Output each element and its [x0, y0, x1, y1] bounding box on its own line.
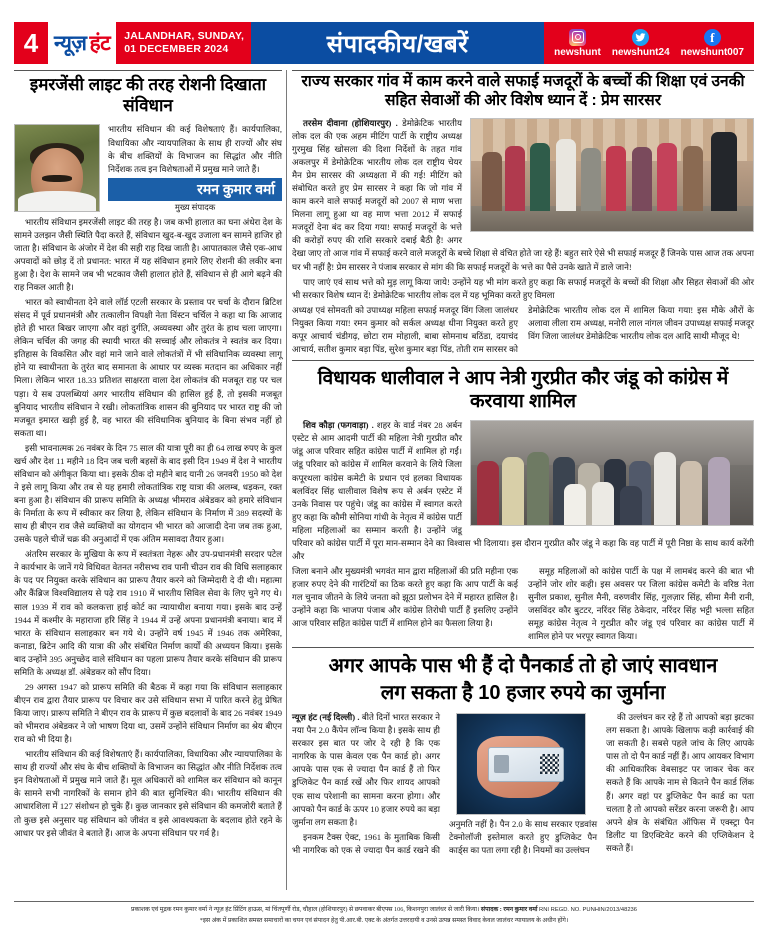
logo-text-primary: न्यूज़	[54, 32, 87, 55]
footer-publisher-text: प्रकाशक एवं मुद्रक रमन कुमार वर्मा ने न्यूज़ हंट प्रिंटिंग हाऊस, मां चिंतपूर्णी रोड, चौहाल (होशियारपुर) से छपवाकर बीएफ्स 106, किशनपुरा जालंधर से जारी किया।	[130, 906, 480, 914]
editorial-paragraph: भारत को स्वाधीनता देने वाले लॉर्ड एटली सरकार के प्रस्ताव पर चर्चा के दौरान ब्रिटिश संसद में पूर्व प्रधानमंत्री और तत्कालीन विपक्षी नेता विंस्टन चर्चिल ने कहा था कि आजाद होते ही भारत बिखर जाएगा और वहां दुर्गति, अव्यवस्था और तुरंत के हाथ चला जाएगा। लेकिन चर्चिल की जगह की स्थायी भारत की सच्चाई और लोकतंत्र ने स्वतंत्र कर दिया। इतिहास के विकसित और वहां माने जाने वाले लोकतंत्रों में भी संविधानिक व्यवस्था लागू होने या स्वाधीनता के तुरंत बाद समानता के आधार पर व्यस्क मतदान का अधिकार नहीं मिला। लेकिन भारत 18.33 प्रतिशत साक्षरता वाला देश लोकतंत्र की मजबूत राह पर चल पड़ा। ये सब उपलब्धियां अगर भारतीय संविधान की हासिल हुई हैं, तो इसकी मजबूत बुनियाद भारतीय संविधान ने रखी। लोकतांत्रिक शासन की बुनियाद पर भारत राष्ट्र की जो मजबूत इमारत खड़ी हुई है, वह भारत की संविधानिक बुनियाद के बिना संभव नहीं हो सकता था।	[14, 297, 282, 438]
story-sanitation-top-rule	[292, 70, 754, 71]
edition-date	[116, 22, 251, 64]
story-sanitation-paragraph: पाए जाएं एवं साथ भत्ते को मुड़ लागू किया जाये! उन्होंने यह भी मांग करते हुए कहा कि सफाई मजदूरों के बच्चों की शिक्षा और सिहत सेवाओं की ओर भी सरकार विशेष ध्यान दें! डेमोक्रेटिक भारतीय लोक दल में यह भूमिका करते हुए विमला	[292, 276, 754, 300]
editorial-paragraph: भारतीय संविधान की कई विशेषताएं हैं। कार्यपालिका, विधायिका और न्यायपालिका के साथ ही राज्यों और संघ के बीच शक्तियों के विभाजन का सिद्धांत और नीति निर्देशक तत्व इन विशेषताओं में प्रमुख माने जाते हैं। मूल अधिकारों को शामिल कर संविधान को कानून के सामने सभी नागरिकों के समान होने की बात सुनिश्चित की। भारतीय संविधान की आधारशिला में 127 संशोधन हो चुके हैं। कुछ जानकार इसे संविधान की कमजोरी बताते हैं तो कुछ इसे अनुसार यह संविधान को जीवंत व इसे आवश्यकता के बदलाव होते रहने के आधार पर इसे जीवंत वे बताते हैं। आज के अपना संविधान पर गर्व है।	[14, 749, 282, 838]
edition-city-day: JALANDHAR, SUNDAY,	[124, 29, 245, 42]
masthead	[14, 22, 754, 64]
editorial-paragraph: इसी भावनात्मक 26 नवंबर के दिन 75 साल की यात्रा पूरी का ही 64 लाख रुपए के कुल खर्च और देश 11 महीने 18 दिन जब चली बहसों के बाद इसी दिन 1949 में देश ने भारतीय संविधान को अंगीकृत किया था। इसके ठीक दो महीने बाद यानी 26 जनवरी 1950 को देश ने इसे लागू किया और तब से यह हमारी लोकतांत्रिक राष्ट्र यात्रा की अलम्ब, धड़कन, रक्त बना हुआ है। संविधान की प्रारूप समिति के अध्यक्ष भीमराव अंबेडकर को हमारे संविधान के निर्माता के रूप में स्वीकार कर लिया है, लेकिन संविधान के निर्माण में 389 सदस्यों के साथ ही बीएन राव जैसे व्यक्तियों का योगदान भी भारत को आजादी देना जब तक हुआ, उसके पहले चीजें चक्र की अनुआदों में एक अंतिम मसावदा तैयार हुआ।	[14, 442, 282, 545]
story-dhaliwal-body-columns	[292, 565, 754, 643]
story-dhaliwal-paragraph: जिला बनाने और मुख्यमंत्री भगवंत मान द्वारा महिलाओं की प्रति महीना एक हजार रुपए देने की गारंटियों का ठिक करते हुए कहा कि आप पार्टी के कई गल चुनाव जीतने के लिये जनता को झूठा प्रलोभन देने में महारत हासिल है। उन्होंने कहा कि भाजपा पंजाब और कांग्रेस तिरोधी पार्टी हैं इसलिए उन्होंने आज परिवार सहित कांग्रेस पार्टी में शामिल होने का फैसला लिया है।	[292, 565, 518, 629]
social-instagram[interactable]	[554, 29, 601, 58]
story-dhaliwal-photo	[470, 420, 754, 526]
story-sanitation-caption-body	[292, 304, 754, 356]
social-twitter[interactable]	[612, 29, 670, 58]
story-dhaliwal-paragraph: समूह महिलाओं को कांग्रेस पार्टी के पक्ष में लामबंद करने की बात भी उन्होंने जोर शोर कही। इस अवसर पर जिला कांग्रेस कमेटी के वरिष्ठ नेता सुनील प्रकाश, सुनील मैनी, वरुणवीर सिंह, गुलज़ार सिंह, सीमा मैनी रानी, जसविंदर कौर बुटटर, नरिंदर सिंह ठेकेदार, नरिंदर सिंह भट्टी भल्ला सहित समूह कांग्रेस नेतृत्व ने गुरप्रीत कौर जंडू एवं परिवार का कांग्रेस पार्टी में शामिल होने पर भरपूर स्वागत किया।	[528, 565, 754, 642]
twitter-icon	[632, 29, 649, 46]
story-pan-paragraph: की उल्लंघन कर रहे हैं तो आपको बड़ा झटका लग सकता है। आपके खिलाफ कड़ी कार्रवाई की जा सकती है। सबसे पहले जांच के लिए आपके पास तो दो पैन कार्ड नहीं हैं। आप आयकर विभाग की आधिकारिक वेबसाइट पर जाकर चेक कर सकते हैं कि आपके नाम से कितने पैन कार्ड लिंक हैं। अगर वहां पर डुप्लिकेट पैन कार्ड का पता चलता है तो आपको सरेंडर करना जरूरी है। आप अपने क्षेत्र के संबंधित ऑफिस में एक्स्ट्रा पैन डिलीट या डिएक्टिवेट करने की एप्लिकेशन दे सकते हैं।	[606, 712, 754, 853]
story-dhaliwal	[292, 360, 754, 643]
story-dhaliwal-text: शहर के वार्ड नंबर 28 अर्बन एस्टेट से आम आदमी पार्टी की महिला नेत्री गुरप्रीत कौर जंडू आज परिवार सहित कांग्रेस पार्टी में शामिल हो गईं। जंडू परिवार को कांग्रेस में शामिल करवाने के लिये जिला कपूरथला कांग्रेस कमेटी के प्रधान एवं हलका विधायक बलविंदर सिंह धालीवाल विशेष रूप से अर्बन एस्टेट में उनके निवास पर पहुंचे। जंडू का कांग्रेस में स्वागत करते हुए कहा कि कौमी सोनिया गांधी के नेतृत्व में कांग्रेस पार्टी महिला महिलाओं का सम्मान करती है। उन्होंने जंडू परिवार को कांग्रेस पार्टी में पूरा मान-सम्मान देने का विश्वास भी दिलाया। इस दौरान गुरप्रीत कौर जंडू ने कहा कि वह पार्टी में पूरी निष्ठा के साथ कार्य करेंगी और	[292, 420, 754, 561]
section-title: संपादकीय/खबरें	[251, 22, 544, 64]
editorial-headline: इमरजेंसी लाइट की तरह रोशनी दिखाता संविधान	[29, 75, 267, 115]
editorial-column	[14, 70, 282, 890]
story-sanitation	[292, 70, 754, 356]
editorial-intro-text: भारतीय संविधान की कई विशेषताएं हैं। कार्यपालिका, विधायिका और न्यायपालिका के साथ ही राज्यों और संघ के बीच शक्तियों के विभाजन का सिद्धांत और नीति निर्देशक तत्व इन विशेषताओं में प्रमुख माने जाते हैं।	[108, 124, 282, 174]
editorial-top-rule	[14, 70, 282, 71]
story-sanitation-headline: राज्य सरकार गांव में काम करने वाले सफाई मजदूरों के बच्चों की शिक्षा एवं उनकी सहित सेवाओं की ओर विशेष ध्यान दें : प्रेम सारसर	[301, 73, 745, 109]
logo-text-secondary: हंट	[89, 32, 111, 55]
social-facebook[interactable]	[681, 29, 744, 58]
instagram-icon	[569, 29, 586, 46]
editorial-body	[14, 216, 282, 840]
story-pan-headline-line2: लग सकता है 10 हजार रुपये का जुर्माना	[380, 681, 666, 704]
footer-imprint-line	[14, 905, 754, 916]
story-pan	[292, 647, 754, 857]
story-pan-paragraph	[292, 711, 440, 829]
story-dhaliwal-headline: विधायक धालीवाल ने आप नेत्री गुरप्रीत कौर जंडू को कांग्रेस में करवाया शामिल	[317, 367, 729, 413]
facebook-icon: f	[704, 29, 721, 46]
editorial-paragraph: अंतरिम सरकार के मुखिया के रूप में स्वतंत्रता नेहरू और उप-प्रधानमंत्री सरदार पटेल ने कार्यभार के जानें गये विधिवत वेतनत नरीसभ्य राव पानी चीउन राव की विधि सलाहकार के पद पर नियुक्त करके संविधान का प्रारूप तैयार करने को जिम्मेदारी दे दी थी। महात्मा और कैंब्रिज विश्वविद्यालय से पढ़े राव 1910 में भारतीय सिविल सेवा के लिए चुने गए थे। साल 1939 में राव को कलकत्ता हाई कोर्ट का न्यायाधीश बनाया गया। इसके बाद उन्हें 1944 में कश्मीर के महाराजा हरि सिंह ने 1944 में उन्हें अपना प्रधानमंत्री बनाया। बाद में भारत के संविधान सलाहकार बन गये थे। उन्होंने वर्ष 1945 में 1946 तक अमेरिका, कनाडा, ब्रिटेन आदि की यात्रा की और संबंधित निर्माण कार्यों की अध्ययन किया। इसके बाद उन्होंने 395 अनुच्छेद वाले संविधान का पहला प्रारूप तैयार करके संविधान की प्रारूप समिति के अध्यक्ष डॉ. अंबेडकर को सौंप दिया।	[14, 549, 282, 677]
page-footer	[14, 901, 754, 926]
story-sanitation-text: डेमोक्रेटिक भारतीय लोक दल की एक अहम मीटिंग पार्टी के राष्ट्रीय अध्यक्ष गुरमुख सिंह खोसला की दिशा निर्देशों के तहत गांव अकलपुर में डेमोक्रेटिक भारतीय लोक दल राष्ट्रीय चेयर मैन प्रेम सारसर की अध्यक्षता में की गई! मीटिंग को संबोधित करते हुए प्रेम सारसर ने कहा कि जो गांव में काम करने वाले सफाई मजदूरों को 2007 से माण भत्ता मिलना लागू हुआ था वह माण भत्ता 2012 में सफाई मजदूरों देना बंद कर दिया गया! सफाई मजदूरों के भत्ते की करोड़ों रुपए की राशि सरकारे दबाई बैठी है! अगर देखा जाए तो आज गांव में सफाई करने वाले मजदूरों के बच्चे शिक्षा से वंचित होते जा रहे हैं! बहुत सारे ऐसे भी सफाई मजदूर हैं जिनके पास आज तक अपना घर भी नहीं है! प्रेम सारसर ने पंजाब सरकार से मांग की कि सफाई मजदूरों के भत्ते का पैसे उनके खाते में डाले जाने!	[292, 117, 754, 272]
social-links	[544, 22, 754, 64]
footer-rni-number: RNI REGD. NO. PUNHIN/2013/48236	[539, 907, 637, 914]
story-dhaliwal-top-rule	[292, 360, 754, 361]
footer-editor-label: संपादक : रमन कुमार वर्मा	[480, 906, 538, 914]
editorial-intro-block	[14, 123, 282, 175]
footer-rule	[14, 901, 754, 902]
page-number: 4	[14, 22, 48, 64]
editorial-author-role: मुख्य संपादक	[174, 202, 216, 212]
editorial-author-name: रमन कुमार वर्मा	[108, 178, 282, 201]
edition-date-value: 01 DECEMBER 2024	[124, 43, 229, 55]
story-pan-dateline: न्यूज़ हंट (नई दिल्ली) .	[292, 712, 360, 723]
editorial-paragraph: भारतीय संविधान इमरजेंसी लाइट की तरह है। जब कभी हालात का घना अंधेरा देश के सामने उलझन जैसी स्थिति पैदा करते हैं, संविधान खुद-ब-खुद उजाला बन सामने हाजिर हो जाता है। संविधान के अंजोर में देश की सही राह दिख जाती है। आपातकाल जैसे एक-आध अपवादों को छोड़ दें तो प्रधानत: भारत में यह संविधान हमारे लिए रोशनी की लकीर बना हुआ है। देश के सामने जब भी भटकाव जैसी हालात होते हैं, संविधान से ही आगे बढ़ने की राह निकल आती है।	[14, 216, 282, 293]
instagram-handle: newshunt	[554, 46, 601, 58]
story-pan-top-rule	[292, 647, 754, 648]
editor-portrait-photo	[14, 124, 100, 212]
facebook-handle: newshunt007	[680, 46, 744, 58]
twitter-handle: newshunt24	[611, 46, 670, 58]
story-pan-body	[292, 711, 754, 858]
story-sanitation-caption-text: अध्यक्ष एवं सोमवती को उपाध्यक्ष महिला सफाई मजदूर विंग जिला जालंधर नियुक्त किया गया! रमन कुमार को सर्कल अध्यक्ष धीना नियुक्त करते हुए कपूर आचार्य चंडीगढ़, छोटा राम मोहाली, बाबा सोमनाथ बठिंडा, दयाचंद आचार्य, सतीश कुमार बड़ा पिंड, सुरेश कुमार बड़ा पिंड, तोती राम सारसर को डेमोक्रेटिक भारतीय लोक दल में शामिल किया गया! इस मौके औरों के अलावा लीला राम अध्यक्ष, मनोरी लाल नांगल जीवन उपाध्यक्ष सफाई मजदूर विंग जिला जालंधर डेमोक्रेटिक भारतीय लोक दल आदि साथी मौजूद थे!	[292, 304, 754, 354]
story-pan-headline-line1: अगर आपके पास भी हैं दो पैनकार्ड तो हो जाएं सावधान	[328, 655, 718, 678]
editorial-paragraph: 29 अगस्त 1947 को प्रारूप समिति की बैठक में कहा गया कि संविधान सलाहकार बीएन राव द्वारा तैयार प्रारूप पर विचार कर उसे संविधान सभा में पारित करने हेतु प्रेषित किया जाए। प्रारूप समिति ने बीएन राव के प्रारूप में कुछ बदलावों के बाद 26 नवंबर 1949 को भीमराव अंबेडकर ने जो भाषण दिया था, उसमें उन्होंने संविधान निर्माण का श्रेय बीएन राव को भी दिया है।	[14, 681, 282, 745]
newshunt-logo[interactable]	[48, 22, 116, 64]
news-column-area	[292, 70, 754, 862]
story-sanitation-dateline: तरसेम दीवाना (होशियारपुर) .	[303, 117, 398, 128]
story-sanitation-photo	[470, 118, 754, 232]
footer-disclaimer-line: *इस अंक में प्रकाशित समस्त समाचारों का चयन एवं संपादन हेतु पी.आर.बी. एक्ट के अंतर्गत उत्तरदायी व उनसे उत्पन्न समस्त विवाद केवल जालंधर न्यायालय के अधीन होंगे।	[199, 916, 569, 924]
story-pan-photo	[456, 713, 586, 815]
story-pan-text: बीते दिनों भारत सरकार ने नया पैन 2.0 कैंपेन लॉन्च किया है। इसके साथ ही सरकार इस बात पर जोर दे रही है कि एक नागरिक के पास केवल एक पैन कार्ड हो। अगर आपके पास एक से ज्यादा पैन कार्ड हैं तो फिर डुप्लिकेट पैन कार्ड रखें और फिर शायद आपको एक साथ परेशानी का सामना करना होगा। और आपको पैन कार्ड के ऊपर 10 हजार रुपये का बड़ा जुर्माना लग सकता है।	[292, 712, 440, 827]
column-divider	[286, 70, 287, 890]
story-dhaliwal-dateline: शिव कौड़ा (फगवाड़ा) .	[303, 420, 374, 431]
story-pan-paragraph: इनकम टैक्स ऐक्ट, 1961 के मुताबिक किसी भी नागरिक को एक से ज्यादा पैन कार्ड रखने की अनुमति नहीं है। पैन 2.0 के साथ सरकार एडवांस टेक्नोलॉजी इस्तेमाल करते हुए डुप्लिकेट पैन कार्ड्स का पता लगा रही है। नियमों का उल्लंघन	[292, 819, 597, 856]
